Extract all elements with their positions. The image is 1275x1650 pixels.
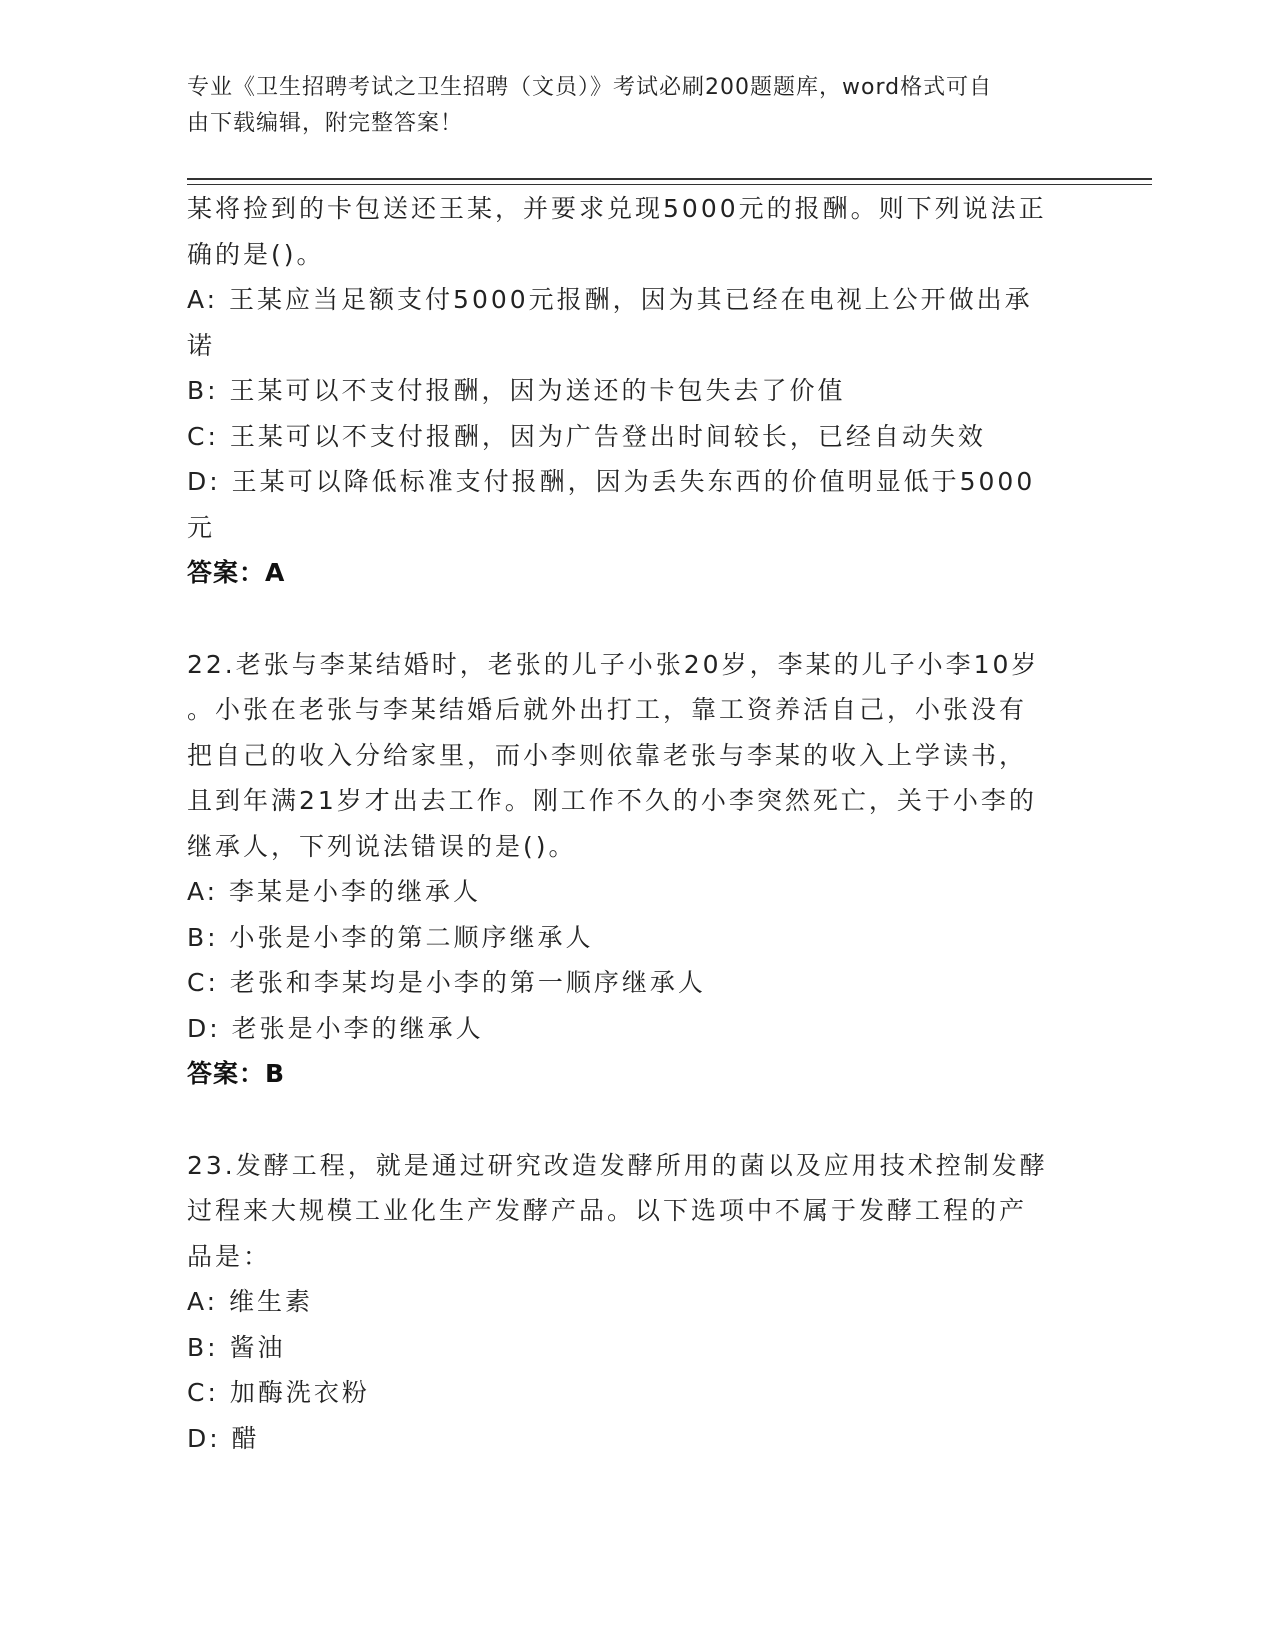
- document-body: [187, 186, 1087, 1461]
- question-21: [187, 186, 1087, 596]
- question-stem-line: 确的是()。: [187, 239, 325, 269]
- question-stem-line: 某将捡到的卡包送还王某，并要求兑现5000元的报酬。则下列说法正: [187, 194, 1047, 223]
- option-c: C: 王某可以不支付报酬，因为广告登出时间较长，已经自动失效: [187, 421, 986, 451]
- answer-label: 答案：B: [187, 1059, 286, 1088]
- header-line-2: 由下载编辑，附完整答案！: [187, 111, 464, 136]
- option-b: B: 王某可以不支付报酬，因为送还的卡包失去了价值: [187, 376, 846, 405]
- option-b: B: 小张是小李的第二顺序继承人: [187, 922, 594, 952]
- option-a: A: 维生素: [187, 1287, 314, 1316]
- question-stem-line: 。小张在老张与李某结婚后就外出打工，靠工资养活自己，小张没有: [187, 695, 1028, 724]
- question-22: [187, 642, 1087, 1097]
- question-stem-line: 且到年满21岁才出去工作。刚工作不久的小李突然死亡，关于小李的: [187, 786, 1037, 815]
- question-gap: [187, 596, 1087, 642]
- question-stem-line: 把自己的收入分给家里，而小李则依靠老张与李某的收入上学读书，: [187, 740, 1028, 770]
- option-c: C: 老张和李某均是小李的第一顺序继承人: [187, 968, 706, 997]
- option-c: C: 加酶洗衣粉: [187, 1378, 370, 1407]
- header-divider-thick: [187, 178, 1152, 180]
- document-header: [187, 70, 1067, 142]
- header-divider-thin: [187, 184, 1152, 185]
- option-a: A: 王某应当足额支付5000元报酬，因为其已经在电视上公开做出承: [187, 285, 1033, 314]
- option-d: D: 王某可以降低标准支付报酬，因为丢失东西的价值明显低于5000: [187, 467, 1036, 496]
- option-b: B: 酱油: [187, 1332, 286, 1362]
- question-gap: [187, 1097, 1087, 1143]
- question-stem-line: 品是：: [187, 1241, 272, 1271]
- question-23: [187, 1143, 1087, 1462]
- answer-label: 答案：A: [187, 558, 286, 587]
- question-stem-line: 23.发酵工程，就是通过研究改造发酵所用的菌以及应用技术控制发酵: [187, 1150, 1048, 1180]
- question-stem-line: 22.老张与李某结婚时，老张的儿子小张20岁，李某的儿子小李10岁: [187, 649, 1040, 679]
- option-d: D: 老张是小李的继承人: [187, 1013, 484, 1043]
- option-d-continued: 元: [187, 512, 216, 542]
- option-a-continued: 诺: [187, 330, 216, 360]
- header-line-1: 专业《卫生招聘考试之卫生招聘（文员）》考试必刷200题题库，word格式可自: [187, 75, 993, 100]
- option-d: D: 醋: [187, 1423, 260, 1453]
- question-stem-line: 过程来大规模工业化生产发酵产品。以下选项中不属于发酵工程的产: [187, 1196, 1028, 1225]
- question-stem-line: 继承人，下列说法错误的是()。: [187, 831, 577, 861]
- option-a: A: 李某是小李的继承人: [187, 877, 482, 906]
